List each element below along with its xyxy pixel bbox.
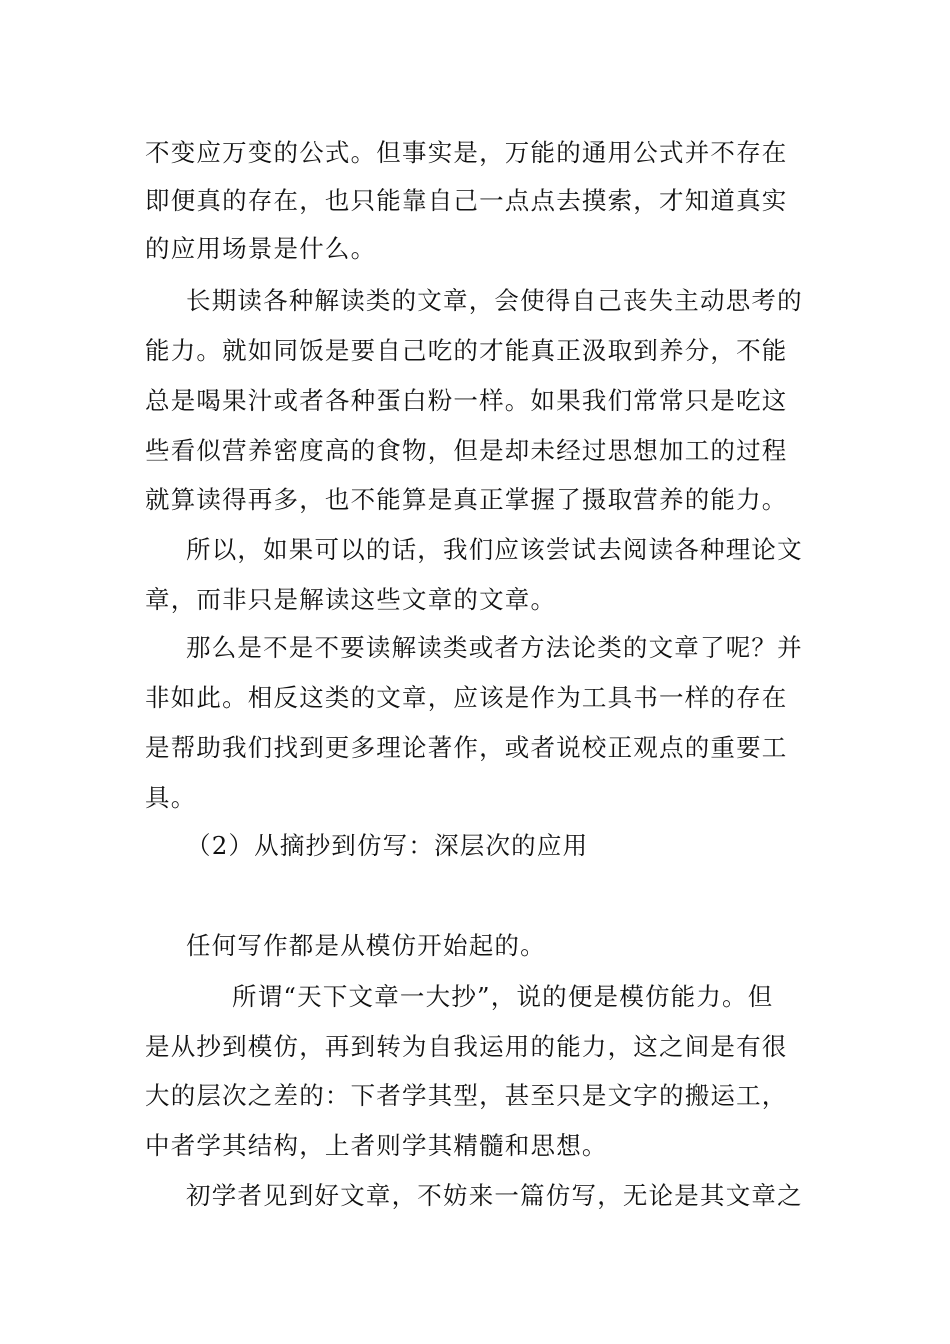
text-line: 是帮助我们找到更多理论著作，或者说校正观点的重要工 — [145, 733, 788, 762]
paragraph-start-line: 所谓“天下文章一大抄”，说的便是模仿能力。但 — [232, 982, 774, 1011]
text-line: 是从抄到模仿，再到转为自我运用的能力，这之间是有很 — [145, 1032, 788, 1061]
text-line: 不变应万变的公式。但事实是，万能的通用公式并不存在 — [145, 138, 788, 167]
text-line: 大的层次之差的：下者学其型，甚至只是文字的搬运工， — [145, 1081, 788, 1110]
paragraph-start-line: 所以，如果可以的话，我们应该尝试去阅读各种理论文 — [186, 535, 803, 564]
section-heading: （2）从摘抄到仿写：深层次的应用 — [186, 831, 589, 860]
text-line: 非如此。相反这类的文章，应该是作为工具书一样的存在 — [145, 683, 788, 712]
text-line: 些看似营养密度高的食物，但是却未经过思想加工的过程 — [145, 436, 788, 465]
paragraph-start-line: 长期读各种解读类的文章，会使得自己丧失主动思考的 — [186, 286, 803, 315]
text-line: 中者学其结构，上者则学其精髓和思想。 — [145, 1131, 608, 1160]
text-line: 具。 — [145, 783, 197, 812]
paragraph-start-line: 任何写作都是从模仿开始起的。 — [186, 931, 546, 960]
text-line: 就算读得再多，也不能算是真正掌握了摄取营养的能力。 — [145, 485, 788, 514]
text-line: 的应用场景是什么。 — [145, 234, 377, 263]
text-line: 能力。就如同饭是要自己吃的才能真正汲取到养分，不能 — [145, 336, 788, 365]
text-line: 总是喝果汁或者各种蛋白粉一样。如果我们常常只是吃这 — [145, 386, 788, 415]
text-line: 即便真的存在，也只能靠自己一点点去摸索，才知道真实 — [145, 186, 788, 215]
paragraph-start-line: 初学者见到好文章，不妨来一篇仿写，无论是其文章之 — [186, 1181, 803, 1210]
paragraph-start-line: 那么是不是不要读解读类或者方法论类的文章了呢？并 — [186, 633, 803, 662]
text-line: 章，而非只是解读这些文章的文章。 — [145, 585, 557, 614]
